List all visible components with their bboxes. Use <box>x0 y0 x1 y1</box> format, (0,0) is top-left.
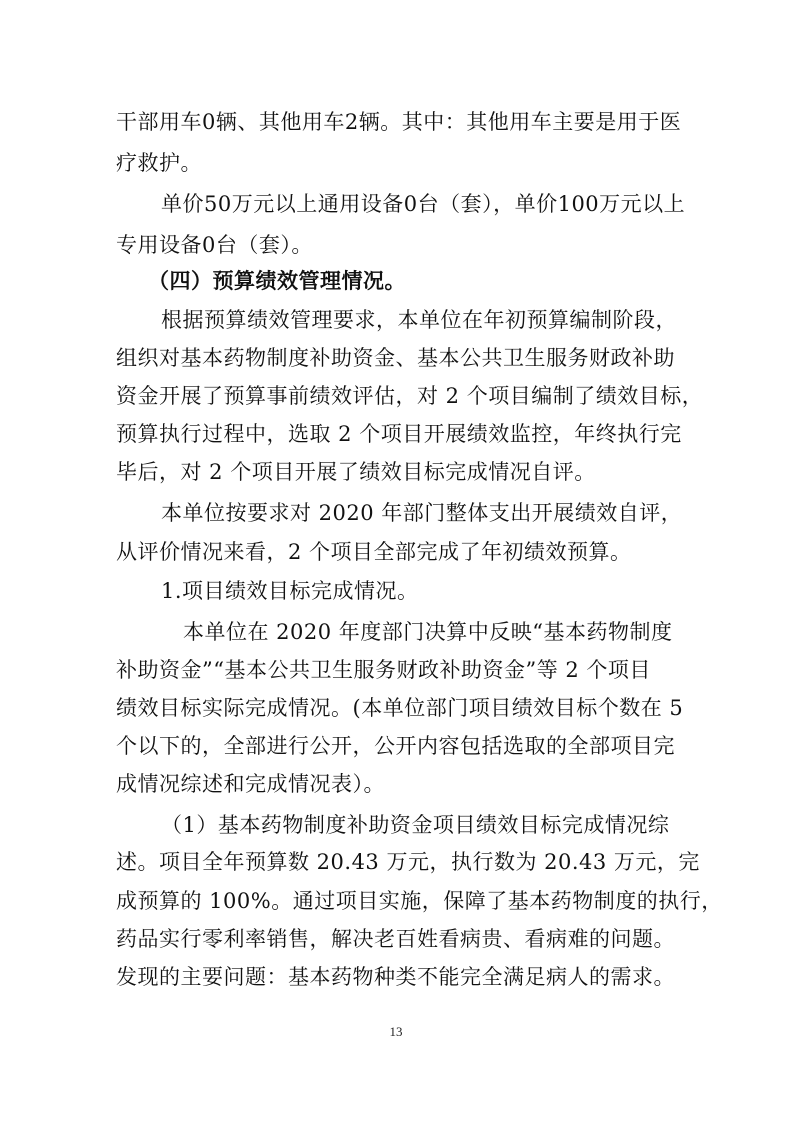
text-line-22: 药品实行零利率销售，解决老百姓看病贵、看病难的问题。 <box>116 927 675 951</box>
text-line-11: 本单位按要求对 2020 年部门整体支出开展绩效自评， <box>161 501 683 525</box>
text-line-8: 资金开展了预算事前绩效评估，对 2 个项目编制了绩效目标， <box>116 384 704 408</box>
text-line-17: 个以下的，全部进行公开，公开内容包括选取的全部项目完 <box>116 734 675 758</box>
text-line-18: 成情况综述和完成情况表）。 <box>116 772 385 796</box>
text-line-16: 绩效目标实际完成情况。(本单位部门项目绩效目标个数在 5 <box>116 696 684 720</box>
subsection-heading: 1.项目绩效目标完成情况。 <box>161 579 419 603</box>
text-line-21: 成预算的 100%。通过项目实施，保障了基本药物制度的执行， <box>116 889 723 913</box>
text-line-7: 组织对基本药物制度补助资金、基本公共卫生服务财政补助 <box>116 346 675 370</box>
text-line-15: 补助资金”“基本公共卫生服务财政补助资金”等 2 个项目 <box>116 658 651 682</box>
text-line-10: 毕后，对 2 个项目开展了绩效目标完成情况自评。 <box>116 460 596 484</box>
text-line-9: 预算执行过程中，选取 2 个项目开展绩效监控，年终执行完 <box>116 422 682 446</box>
section-heading: （四）预算绩效管理情况。 <box>148 268 406 293</box>
text-line-6: 根据预算绩效管理要求，本单位在年初预算编制阶段， <box>161 308 677 332</box>
text-line-19: （1）基本药物制度补助资金项目绩效目标完成情况综 <box>161 813 670 837</box>
text-line-20: 述。项目全年预算数 20.43 万元，执行数为 20.43 万元，完 <box>116 850 700 874</box>
page-number: 13 <box>389 1024 403 1039</box>
text-line-14: 本单位在 2020 年度部门决算中反映“基本药物制度 <box>183 620 673 644</box>
text-line-4: 专用设备0台（套）。 <box>116 233 313 257</box>
text-line-1: 干部用车0辆、其他用车2辆。其中：其他用车主要是用于医 <box>116 110 682 134</box>
text-line-2: 疗救护。 <box>116 151 202 175</box>
text-line-3: 单价50万元以上通用设备0台（套），单价100万元以上 <box>161 192 686 216</box>
text-line-12: 从评价情况来看，2 个项目全部完成了年初绩效预算。 <box>116 540 632 564</box>
text-line-23: 发现的主要问题：基本药物种类不能完全满足病人的需求。 <box>116 965 675 989</box>
